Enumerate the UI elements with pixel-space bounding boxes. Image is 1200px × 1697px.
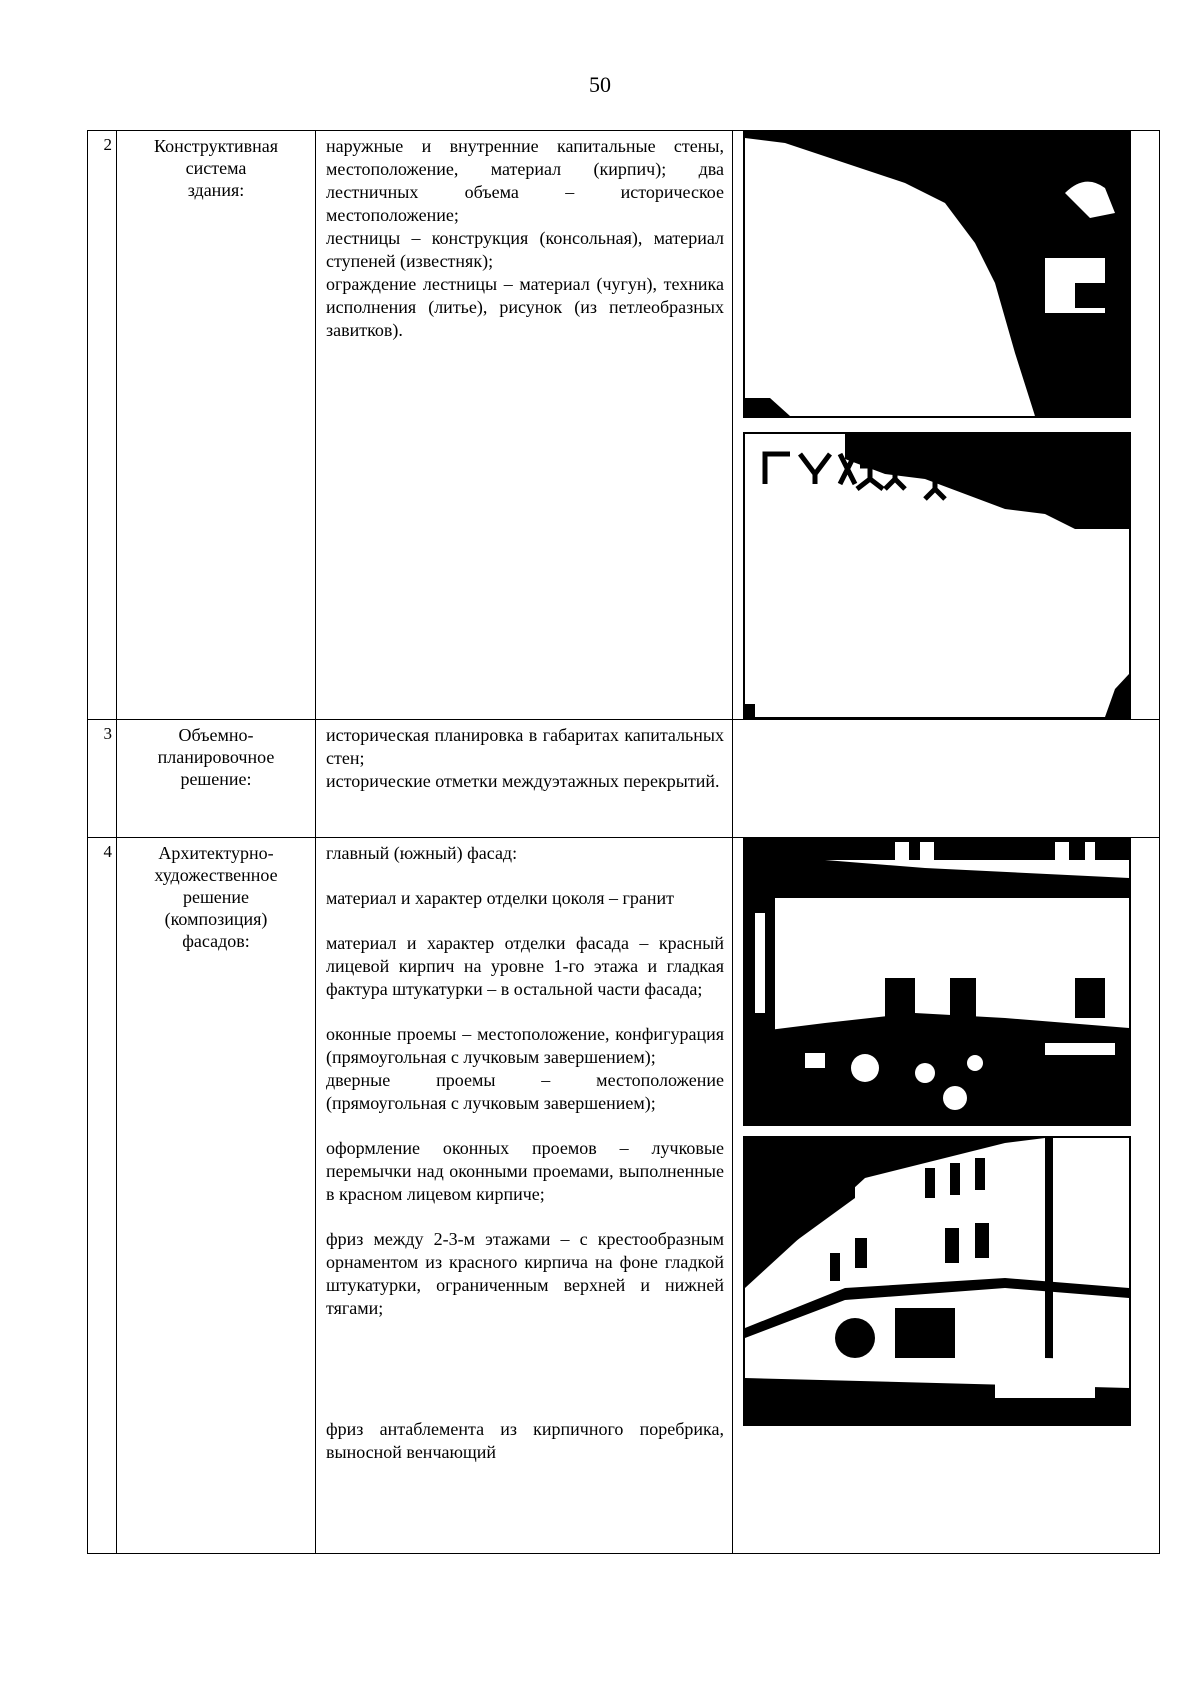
description-paragraph: материал и характер отделки цоколя – гранит	[326, 888, 675, 908]
description-paragraph: лестницы – конструкция (консольная), материал ступеней (известняк);	[326, 228, 724, 271]
row-number: 3	[88, 720, 117, 838]
row-title-line: художественное	[154, 865, 278, 885]
row-title-line: фасадов:	[182, 931, 250, 951]
description-paragraph: фриз между 2-3-м этажами – с крестообразным орнаментом из красного кирпича на фоне гладкой штукатурки, ограниченным верхней и нижней тягами;	[326, 1229, 724, 1318]
row-description	[316, 720, 733, 838]
row-title-line: (композиция)	[164, 909, 268, 929]
table-row	[88, 838, 1160, 1554]
row-title-line: система	[185, 158, 247, 178]
description-paragraph: историческая планировка в габаритах капитальных стен;	[326, 725, 724, 768]
row-title-line: здания:	[187, 180, 245, 200]
row-title-line: Объемно-	[178, 725, 254, 745]
row-description	[316, 131, 733, 720]
row-title	[117, 131, 316, 720]
description-paragraph: фриз антаблемента из кирпичного поребрика, выносной венчающий	[326, 1419, 724, 1462]
building-corner-photo	[743, 1136, 1131, 1426]
row-title-line: решение	[182, 887, 250, 907]
description-paragraph: исторические отметки междуэтажных перекрытий.	[326, 771, 720, 791]
description-paragraph: дверные проемы – местоположение (прямоугольная с лучковым завершением);	[326, 1070, 724, 1113]
row-description	[316, 838, 733, 1554]
stair-photo	[743, 131, 1131, 418]
row-title	[117, 720, 316, 838]
row-number: 2	[88, 131, 117, 720]
description-paragraph: материал и характер отделки фасада – красный лицевой кирпич на уровне 1-го этажа и гладкая фактура штукатурки – в остальной части фасада;	[326, 933, 724, 999]
description-paragraph: оконные проемы – местоположение, конфигурация (прямоугольная с лучковым завершением);	[326, 1024, 724, 1067]
table-row	[88, 131, 1160, 720]
row-title-line: решение:	[180, 769, 252, 789]
facade-detail-photo	[743, 838, 1131, 1126]
row-title	[117, 838, 316, 1554]
page-number: 50	[589, 72, 611, 97]
row-title-line: планировочное	[157, 747, 275, 767]
description-paragraph: наружные и внутренние капитальные стены, местоположение, материал (кирпич); два лестничных объема – историческое местоположение;	[326, 136, 724, 225]
row-number: 4	[88, 838, 117, 1554]
description-paragraph: ограждение лестницы – материал (чугун), техника исполнения (литье), рисунок (из петлеобразных завитков).	[326, 274, 724, 340]
photo-cell	[733, 720, 1160, 838]
description-paragraph: главный (южный) фасад:	[326, 843, 518, 863]
photo-cell	[733, 838, 1160, 1554]
row-title-line: Архитектурно-	[158, 843, 274, 863]
railing-photo	[743, 432, 1131, 719]
row-title-line: Конструктивная	[154, 136, 278, 156]
heritage-table	[87, 130, 1160, 1554]
photo-cell	[733, 131, 1160, 720]
description-paragraph: оформление оконных проемов – лучковые перемычки над оконными проемами, выполненные в красном лицевом кирпиче;	[326, 1138, 724, 1204]
table-row	[88, 720, 1160, 838]
